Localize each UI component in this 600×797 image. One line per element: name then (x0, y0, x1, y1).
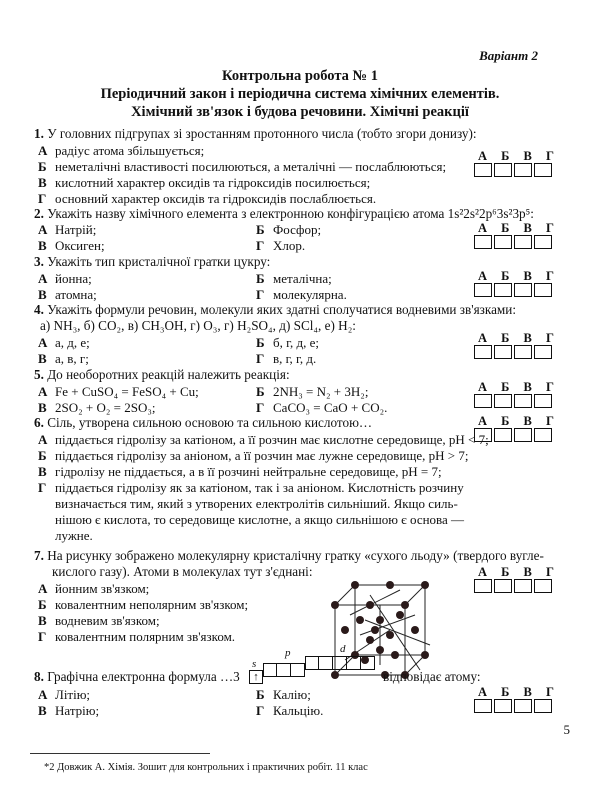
answer-checkbox[interactable] (494, 428, 512, 442)
answer-checkbox[interactable] (514, 163, 532, 177)
answer-letter: А (478, 414, 488, 428)
answer-letter: А (478, 149, 488, 163)
question-8: 8. Графічна електронна формула …3 (34, 669, 240, 684)
question-8-text: Графічна електронна формула …3 (47, 669, 240, 684)
answer-letter: В (523, 331, 532, 345)
answer-letter: Б (501, 221, 510, 235)
question-2-text: Укажіть назву хімічного елемента з електронною конфігурацією атома 1s²2s²2p⁶3s²3p⁵: (47, 206, 534, 221)
q3-option-d: Г молекулярна. (256, 287, 347, 302)
answer-checkbox[interactable] (494, 394, 512, 408)
q2-option-c: В Оксиген; (38, 238, 105, 253)
answer-checkbox[interactable] (474, 345, 492, 359)
s-orbital-cell: ↑ (249, 670, 263, 684)
answer-letter: Б (501, 149, 510, 163)
q6-option-d-cont-3: лужне. (55, 528, 93, 543)
q7-option-d: Г ковалентним полярним зв'язком. (38, 629, 236, 644)
answer-checkbox[interactable] (534, 394, 552, 408)
answer-letter: Г (546, 221, 554, 235)
answer-checkbox[interactable] (534, 579, 552, 593)
q8-option-d: Г Кальцію. (256, 703, 324, 718)
answer-letter: Г (546, 380, 554, 394)
answer-checkbox[interactable] (534, 699, 552, 713)
q6-option-d-cont-1: визначається тим, який з утворених електролітів сильніший. Якщо силь- (55, 496, 458, 511)
answer-letter: Г (546, 149, 554, 163)
answer-checkbox[interactable] (494, 345, 512, 359)
p-orbital-cells (263, 663, 305, 677)
q5-option-c: В 2SO₂ + O₂ = 2SO₃; (38, 400, 156, 415)
answer-checkbox[interactable] (534, 345, 552, 359)
q6-option-d: Г піддається гідролізу як за катіоном, так і за аніоном. Кислотність розчину (38, 480, 464, 495)
answer-checkbox[interactable] (474, 579, 492, 593)
test-subtitle-2: Хімічний зв'язок і будова речовини. Хімічні реакції (131, 104, 469, 120)
q1-option-b: Б неметалічні властивості посилюються, а металічні — послаблюються; (38, 159, 447, 174)
answer-letter: Г (546, 685, 554, 699)
q1-answer-grid (474, 150, 558, 177)
answer-letter: Б (501, 380, 510, 394)
q5-option-b: Б 2NH₃ = N₂ + 3H₂; (256, 384, 369, 399)
answer-checkbox[interactable] (494, 283, 512, 297)
answer-letter: Г (546, 565, 554, 579)
answer-letter: В (523, 269, 532, 283)
answer-letter: А (478, 380, 488, 394)
q6-option-a: А піддається гідролізу за катіоном, а її розчин має кислотне середовище, pH < 7; (38, 432, 489, 447)
answer-checkbox[interactable] (494, 235, 512, 249)
question-4-text: Укажіть формули речовин, молекули яких здатні сполучатися водневими зв'язками: (47, 302, 516, 317)
answer-letter: В (523, 565, 532, 579)
page-number: 5 (563, 722, 570, 737)
question-7-text-2: кислого газу). Атоми в молекулах тут з'єднані: (52, 564, 313, 579)
q1-option-c: В кислотний характер оксидів та гідроксидів посилюється; (38, 175, 371, 190)
answer-checkbox[interactable] (494, 699, 512, 713)
question-8-text-after: відповідає атому: (383, 669, 481, 684)
answer-letter: Б (501, 414, 510, 428)
q3-option-b: Б металічна; (256, 271, 332, 286)
q1-option-a: А радіус атома збільшується; (38, 143, 205, 158)
answer-letter: А (478, 269, 488, 283)
answer-checkbox[interactable] (514, 428, 532, 442)
answer-checkbox[interactable] (474, 394, 492, 408)
answer-checkbox[interactable] (474, 235, 492, 249)
question-1: 1. У головних підгрупах зі зростанням протонного числа (тобто згори донизу): (34, 126, 477, 141)
q4-option-c: В а, в, г; (38, 351, 89, 366)
q3-answer-grid (474, 270, 558, 297)
question-5-text: До необоротних реакцій належить реакція: (47, 367, 290, 382)
answer-letter: А (478, 565, 488, 579)
answer-letter: В (523, 221, 532, 235)
q3-option-c: В атомна; (38, 287, 97, 302)
answer-letter: В (523, 380, 532, 394)
answer-checkbox[interactable] (494, 579, 512, 593)
answer-letter: А (478, 221, 488, 235)
footer-note: *2 Довжик А. Хімія. Зошит для контрольних і практичних робіт. 11 клас (44, 762, 368, 773)
answer-letter: В (523, 414, 532, 428)
answer-letter: Б (501, 565, 510, 579)
answer-checkbox[interactable] (514, 283, 532, 297)
answer-letter: Б (501, 331, 510, 345)
answer-letter: В (523, 685, 532, 699)
q2-option-d: Г Хлор. (256, 238, 306, 253)
answer-checkbox[interactable] (534, 163, 552, 177)
answer-letter: А (478, 685, 488, 699)
q6-option-b: Б піддається гідролізу за аніоном, а її розчин має лужне середовище, pH > 7; (38, 448, 469, 463)
answer-checkbox[interactable] (514, 699, 532, 713)
answer-checkbox[interactable] (474, 163, 492, 177)
q4-option-a: А а, д, е; (38, 335, 90, 350)
q8-option-c: В Натрію; (38, 703, 100, 718)
answer-letter: Г (546, 331, 554, 345)
answer-checkbox[interactable] (474, 428, 492, 442)
question-3: 3. Укажіть тип кристалічної гратки цукру: (34, 254, 271, 269)
q6-option-d-cont-2: нішою є кислота, то середовище кислотне, а якщо сильнішою є основа — (55, 512, 465, 527)
d-orbital-cells (305, 656, 375, 670)
answer-checkbox[interactable] (534, 235, 552, 249)
question-7: 7. На рисунку зображено молекулярну кристалічну гратку «сухого льоду» (твердого вугле- (34, 548, 544, 563)
test-title: Контрольна робота № 1 (222, 68, 378, 84)
answer-checkbox[interactable] (514, 345, 532, 359)
question-2: 2. Укажіть назву хімічного елемента з електронною конфігурацією атома 1s²2s²2p⁶3s²3p⁵: (34, 206, 534, 221)
q2-option-a: А Натрій; (38, 222, 97, 237)
q2-answer-grid (474, 222, 558, 249)
footer-divider (30, 753, 210, 754)
answer-checkbox[interactable] (514, 235, 532, 249)
question-6-text: Сіль, утворена сильною основою та сильною кислотою… (47, 415, 373, 430)
q4-option-b: Б б, г, д, е; (256, 335, 319, 350)
question-6: 6. Сіль, утворена сильною основою та сильною кислотою… (34, 415, 373, 430)
question-4: 4. Укажіть формули речовин, молекули яких здатні сполучатися водневими зв'язками: (34, 302, 516, 317)
test-subtitle-1: Періодичний закон і періодична система хімічних елементів. (100, 86, 500, 102)
answer-letter: Б (501, 685, 510, 699)
answer-letter: Г (546, 269, 554, 283)
q7-option-a: А йонним зв'язком; (38, 581, 150, 596)
q4-answer-grid (474, 332, 558, 359)
q8-option-b: Б Калію; (256, 687, 311, 702)
answer-checkbox[interactable] (514, 579, 532, 593)
answer-letter: А (478, 331, 488, 345)
orbital-label-p: p (285, 647, 291, 659)
q7-answer-grid (474, 566, 558, 593)
variant-label: Варіант 2 (479, 48, 538, 63)
orbital-label-d: d (340, 643, 346, 655)
q5-option-d: Г CaCO₃ = CaO + CO₂. (256, 400, 388, 415)
question-3-text: Укажіть тип кристалічної гратки цукру: (47, 254, 271, 269)
answer-letter: Г (546, 414, 554, 428)
q7-option-c: В водневим зв'язком; (38, 613, 160, 628)
answer-checkbox[interactable] (514, 394, 532, 408)
q5-answer-grid (474, 381, 558, 408)
answer-letter: Б (501, 269, 510, 283)
question-1-text: У головних підгрупах зі зростанням протонного числа (тобто згори донизу): (47, 126, 477, 141)
q1-option-d: Г основний характер оксидів та гідроксидів послаблюється. (38, 191, 377, 206)
q5-option-a: А Fe + CuSO₄ = FeSO₄ + Cu; (38, 384, 199, 399)
answer-letter: В (523, 149, 532, 163)
q6-answer-grid (474, 415, 558, 442)
answer-checkbox[interactable] (474, 699, 492, 713)
orbital-label-s: s (252, 658, 257, 670)
answer-checkbox[interactable] (534, 428, 552, 442)
q8-answer-grid (474, 686, 558, 713)
question-4-substances: а) NH₃, б) CO₂, в) CH₃OH, г) O₃, г) H₂SO₄, д) SCl₄, е) H₂: (40, 318, 356, 333)
answer-checkbox[interactable] (474, 283, 492, 297)
question-7-text: На рисунку зображено молекулярну кристалічну гратку «сухого льоду» (твердого вугле- (47, 548, 544, 563)
answer-checkbox[interactable] (534, 283, 552, 297)
question-5: 5. До необоротних реакцій належить реакція: (34, 367, 290, 382)
q3-option-a: А йонна; (38, 271, 92, 286)
q6-option-c: В гідролізу не піддається, а в її розчині нейтральне середовище, pH = 7; (38, 464, 442, 479)
q4-option-d: Г в, г, г, д. (256, 351, 317, 366)
q2-option-b: Б Фосфор; (256, 222, 322, 237)
q8-option-a: А Літію; (38, 687, 91, 702)
answer-checkbox[interactable] (494, 163, 512, 177)
q7-option-b: Б ковалентним неполярним зв'язком; (38, 597, 249, 612)
